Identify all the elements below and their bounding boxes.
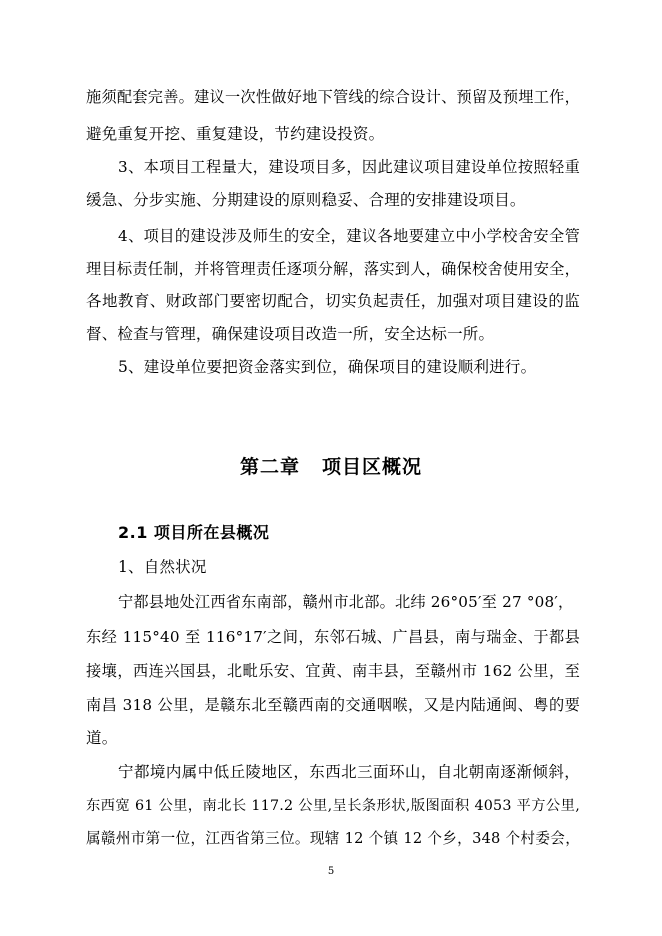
text-line: 缓急、分步实施、分期建设的原则稳妥、合理的安排建设项目。 <box>86 191 526 209</box>
text-line: 施须配套完善。建议一次性做好地下管线的综合设计、预留及预埋工作， <box>86 88 580 106</box>
text-line: 4、项目的建设涉及师生的安全，建议各地要建立中小学校舍安全管 <box>118 227 580 245</box>
text-line: 避免重复开挖、重复建设，节约建设投资。 <box>86 125 385 143</box>
page-number: 5 <box>327 866 335 877</box>
text-line: 3、本项目工程量大，建设项目多，因此建议项目建设单位按照轻重 <box>118 158 580 176</box>
text-line: 道。 <box>86 729 118 747</box>
text-line: 宁都县地处江西省东南部，赣州市北部。北纬 26°05′至 27 °08′， <box>118 593 574 611</box>
text-line: 东经 115°40 至 116°17′之间，东邻石城、广昌县，南与瑞金、于都县 <box>86 628 580 646</box>
text-line: 宁都境内属中低丘陵地区，东西北三面环山，自北朝南逐渐倾斜， <box>118 763 580 781</box>
chapter-title: 项目区概况 <box>322 456 423 478</box>
text-line: 属赣州市第一位，江西省第三位。现辖 12 个镇 12 个乡，348 个村委会， <box>86 830 580 847</box>
section-heading: 2.1 项目所在县概况 <box>118 523 270 542</box>
text-line: 南昌 318 公里，是赣东北至赣西南的交通咽喉，又是内陆通闽、粤的要 <box>86 696 580 714</box>
text-line: 各地教育、财政部门要密切配合，切实负起责任，加强对项目建设的监 <box>86 292 580 310</box>
subsection-heading: 1、自然状况 <box>118 558 207 576</box>
text-line: 督、检查与管理，确保建设项目改造一所，安全达标一所。 <box>86 325 495 343</box>
text-line: 接壤，西连兴国县，北毗乐安、宜黄、南丰县，至赣州市 162 公里，至 <box>86 662 580 680</box>
chapter-number: 第二章 <box>239 456 300 478</box>
text-line: 理目标责任制，并将管理责任逐项分解，落实到人，确保校舍使用安全， <box>86 260 580 278</box>
text-line: 东西宽 61 公里，南北长 117.2 公里,呈长条形状,版图面积 4053 平方公里, <box>86 798 580 814</box>
chapter-heading <box>0 455 662 479</box>
text-line: 5、建设单位要把资金落实到位，确保项目的建设顺利进行。 <box>118 358 537 376</box>
